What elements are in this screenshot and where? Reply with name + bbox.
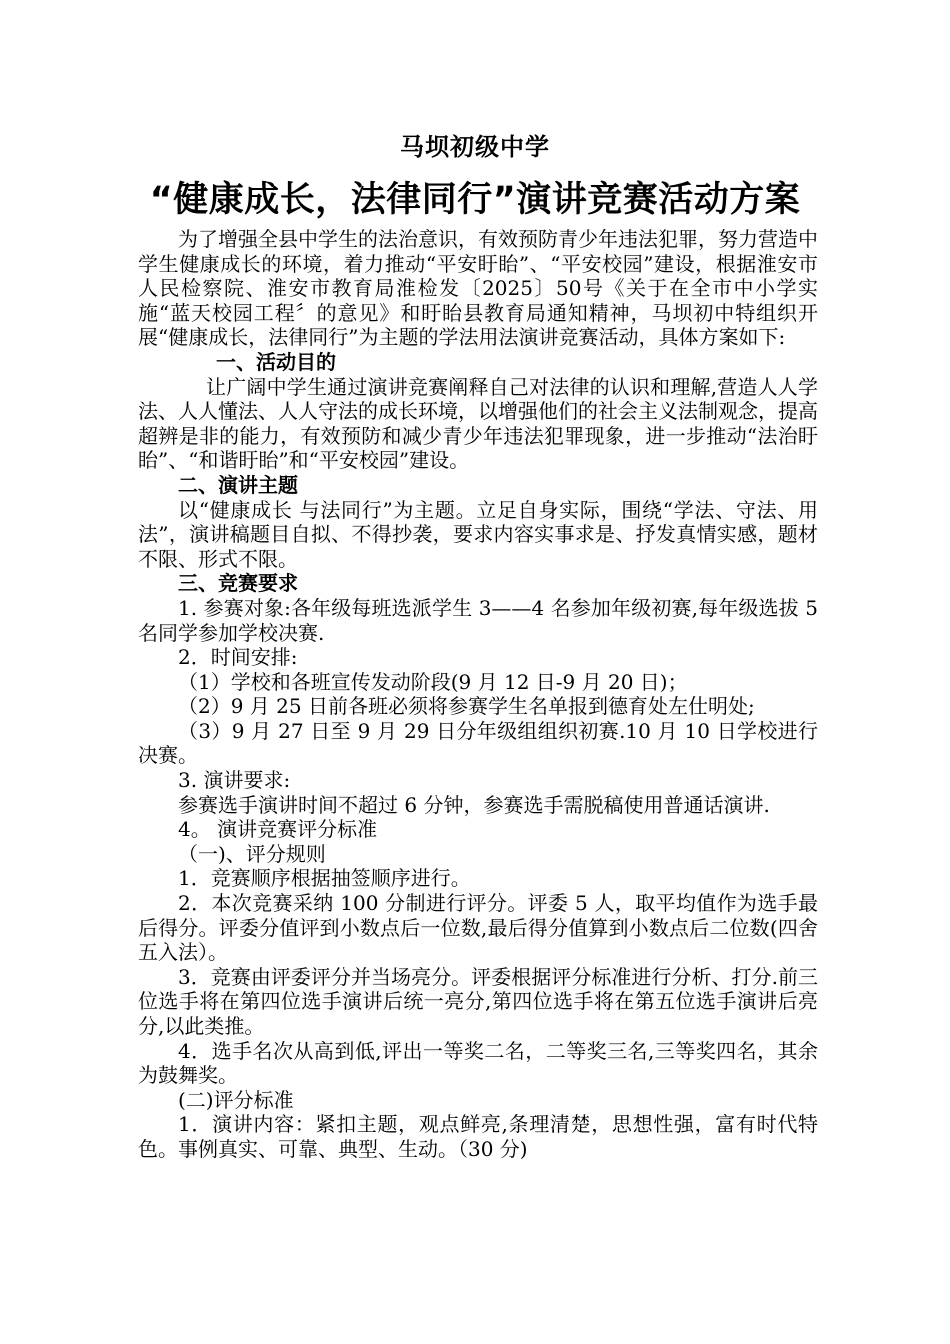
document-title: “健康成长，法律同行”演讲竞赛活动方案: [149, 180, 801, 220]
section-heading-theme: 二、演讲主题: [178, 472, 298, 497]
purpose-paragraph: 让广阔中学生通过演讲竞赛阐释自己对法律的认识和理解,营造人人学法、人人懂法、人人守法的成长环境，以增强他们的社会主义法制观念，提高超辨是非的能力，有效预防和减少青少年违法犯罪现象，进一步推动“法治盱眙”、“和谐盱眙”和“平安校园”建设。: [138, 374, 818, 473]
schedule-item-2: （2）9 月 25 日前各班必须将参赛学生名单报到德育处左仕明处;: [178, 694, 755, 719]
subheading-scoring-rules: （一)、评分规则: [178, 841, 326, 866]
scoring-rule-2: 2．本次竞赛采纳 100 分制进行评分。评委 5 人，取平均值作为选手最后得分。评委分值评到小数点后一位数,最后得分值算到小数点后二位数(四舍五入法）。: [138, 891, 818, 965]
requirement-speech: 3. 演讲要求:: [178, 768, 291, 793]
requirement-scoring-standard: 4。 演讲竞赛评分标准: [178, 817, 378, 842]
subheading-scoring-criteria: (二)评分标准: [178, 1087, 294, 1112]
requirement-participants: 1. 参赛对象:各年级每班选派学生 3——4 名参加年级初赛,每年级选拔 5 名同学参加学校决赛.: [138, 595, 818, 645]
schedule-item-1: （1）学校和各班宣传发动阶段(9 月 12 日-9 月 20 日)；: [178, 669, 688, 694]
schedule-item-3: （3）9 月 27 日至 9 月 29 日分年级组组织初赛.10 月 10 日学校进行决赛。: [138, 718, 818, 768]
requirement-schedule: 2．时间安排:: [178, 645, 298, 670]
speech-requirement-text: 参赛选手演讲时间不超过 6 分钟，参赛选手需脱稿使用普通话演讲.: [178, 792, 770, 817]
scoring-criterion-1: 1．演讲内容：紧扣主题，观点鲜亮,条理清楚，思想性强，富有时代特色。事例真实、可靠、典型、生动。（30 分): [138, 1112, 818, 1161]
scoring-rule-3: 3．竞赛由评委评分并当场亮分。评委根据评分标准进行分析、打分.前三位选手将在第四位选手演讲后统一亮分,第四位选手将在第五位选手演讲后亮分,以此类推。: [138, 964, 818, 1038]
theme-paragraph: 以“健康成长 与法同行”为主题。立足自身实际，围绕“学法、守法、用法”，演讲稿题目自拟、不得抄袭，要求内容实事求是、抒发真情实感，题材不限、形式不限。: [138, 497, 818, 571]
school-name: 马坝初级中学: [400, 133, 550, 161]
section-heading-purpose: 一、活动目的: [216, 349, 336, 374]
document-body: [138, 227, 818, 1162]
intro-paragraph: 为了增强全县中学生的法治意识，有效预防青少年违法犯罪，努力营造中学生健康成长的环境，着力推动“平安盱眙”、“平安校园”建设，根据淮安市人民检察院、淮安市教育局淮检发〔2025〕50号《关于在全市中小学实施“蓝天校园工程〞的意见》和盱眙县教育局通知精神，马坝初中特组织开展“健康成长，法律同行”为主题的学法用法演讲竞赛活动，具体方案如下:: [138, 227, 818, 350]
scoring-rule-1: 1．竞赛顺序根据抽签顺序进行。: [178, 866, 471, 891]
section-heading-requirements: 三、竞赛要求: [178, 571, 298, 596]
scoring-rule-4: 4．选手名次从高到低,评出一等奖二名，二等奖三名,三等奖四名，其余为鼓舞奖。: [138, 1038, 818, 1088]
